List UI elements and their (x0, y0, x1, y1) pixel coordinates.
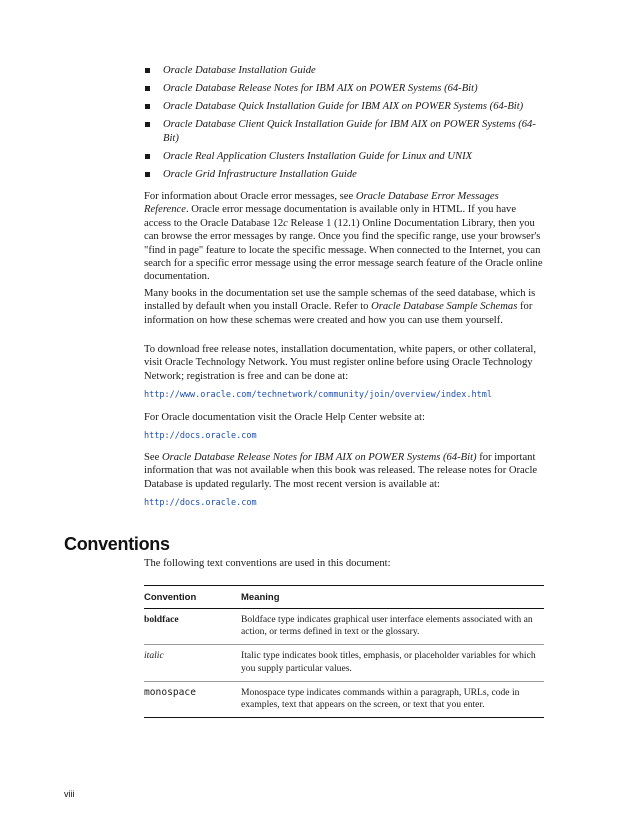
book-title-link[interactable]: Oracle Database Sample Schemas (371, 301, 518, 313)
table-header-row (144, 586, 544, 609)
text-run: . Oracle error message documentation is available only in HTML. If you have access to the Oracle Database 12 (144, 204, 517, 229)
conventions-heading: Conventions (64, 534, 170, 554)
help-center-link[interactable]: http://docs.oracle.com (144, 431, 257, 442)
related-documents-list (144, 64, 544, 186)
list-item (144, 168, 544, 182)
book-title-link[interactable]: Oracle Database Error Messages Reference (144, 191, 499, 216)
page-number: viii (64, 789, 75, 799)
sample-schemas-paragraph (144, 287, 544, 327)
convention-term: monospace (144, 681, 241, 717)
column-header-meaning: Meaning (241, 586, 544, 609)
conventions-intro-block (144, 557, 544, 570)
sample-schemas-section (144, 287, 544, 327)
release-notes-section (144, 451, 544, 508)
conventions-intro: The following text conventions are used in this document: (144, 558, 391, 569)
square-bullet-icon (145, 172, 150, 177)
square-bullet-icon (145, 86, 150, 91)
convention-term: boldface (144, 609, 241, 645)
text-run: See (144, 452, 162, 463)
release-notes-paragraph (144, 451, 544, 491)
convention-meaning: Boldface type indicates graphical user interface elements associated with an action, or terms defined in text or the glossary. (241, 609, 544, 645)
column-header-convention: Convention (144, 586, 241, 609)
related-document-title: Oracle Grid Infrastructure Installation Guide (163, 168, 357, 180)
text-run: Many books in the documentation set use the sample schemas of the seed database, which is installed by default when you install Oracle. Refer to (144, 288, 536, 313)
convention-term: italic (144, 645, 241, 681)
table-row (144, 645, 544, 681)
list-item (144, 64, 544, 78)
text-run: for important information that was not available when this book was released. The release notes for Oracle Database is updated regularly. The most recent version is available at: (144, 452, 538, 490)
error-messages-section (144, 190, 544, 284)
list-item (144, 82, 544, 96)
help-center-paragraph: For Oracle documentation visit the Oracle Help Center website at: (144, 412, 425, 423)
table-row (144, 609, 544, 645)
otn-paragraph: To download free release notes, installation documentation, white papers, or other collateral, visit Oracle Technology Network. You must register online before using Oracle Technology Network; registration is free and can be done at: (144, 344, 536, 382)
release-letter: c (283, 217, 288, 229)
related-document-title: Oracle Database Quick Installation Guide for IBM AIX on POWER Systems (64-Bit) (163, 101, 524, 112)
convention-meaning: Monospace type indicates commands within a paragraph, URLs, code in examples, text that appears on the screen, or text that you enter. (241, 681, 544, 717)
list-item (144, 150, 544, 164)
square-bullet-icon (145, 68, 150, 73)
square-bullet-icon (145, 104, 150, 109)
conventions-table (144, 585, 544, 718)
related-document-title: Oracle Database Release Notes for IBM AIX on POWER Systems (64-Bit) (163, 83, 478, 94)
list-item (144, 118, 544, 145)
otn-registration-link[interactable]: http://www.oracle.com/technetwork/community/join/overview/index.html (144, 390, 492, 401)
text-run: For information about Oracle error messages, see (144, 191, 356, 202)
related-document-title: Oracle Database Installation Guide (163, 65, 316, 76)
release-notes-link[interactable]: http://docs.oracle.com (144, 498, 257, 509)
error-messages-paragraph (144, 190, 544, 284)
table-row (144, 681, 544, 717)
square-bullet-icon (145, 122, 150, 127)
convention-meaning: Italic type indicates book titles, emphasis, or placeholder variables for which you supply particular values. (241, 645, 544, 681)
related-document-title: Oracle Database Client Quick Installation Guide for IBM AIX on POWER Systems (64-Bit) (163, 119, 536, 144)
related-document-title: Oracle Real Application Clusters Installation Guide for Linux and UNIX (163, 150, 473, 162)
square-bullet-icon (145, 154, 150, 159)
text-run: Release 1 (12.1) Online Documentation Library, then you can browse the error messages by range. Once you find the specific range, use your browser's "find in page" feature to locate the specific message. When connected to the Internet, you can search for a specific error message using the error message search feature of the Oracle online documentation. (144, 217, 543, 283)
text-run: for information on how these schemas were created and how you can use them yourself. (144, 301, 533, 326)
help-center-section (144, 411, 544, 441)
list-item (144, 100, 544, 114)
book-title-link[interactable]: Oracle Database Release Notes for IBM AIX on POWER Systems (64-Bit) (161, 452, 477, 463)
otn-section (144, 343, 544, 400)
